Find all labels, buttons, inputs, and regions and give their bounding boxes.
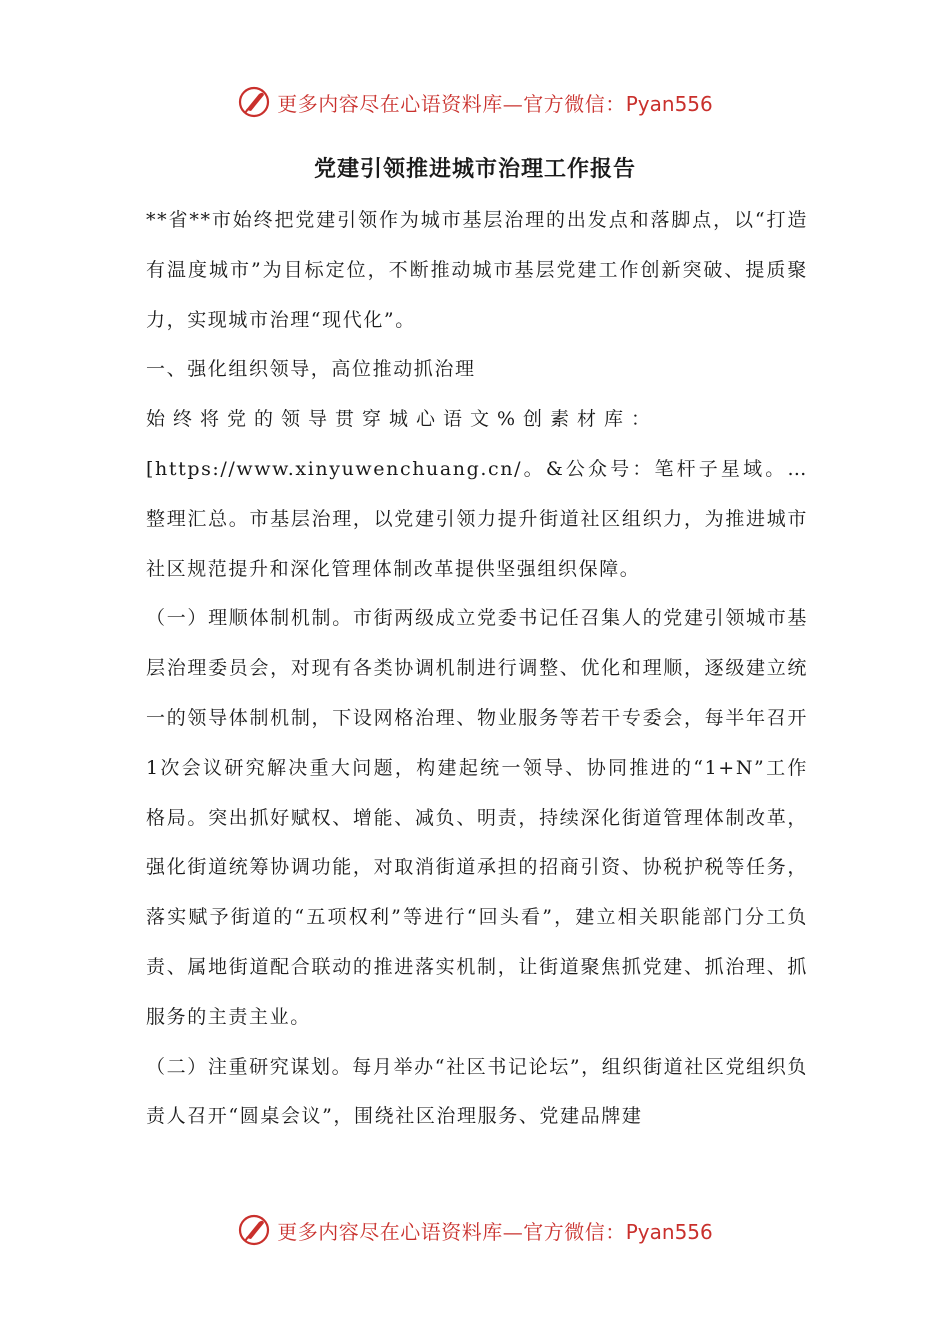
document-title: 党建引领推进城市治理工作报告 (313, 157, 636, 182)
document-body (146, 196, 808, 1142)
paragraph-section-1-body: [https://www.xinyuwenchuang.cn/。&公众号：笔杆子星域。…整理汇总。市基层治理，以党建引领力提升街道社区组织力，为推进城市社区规范提升和深化管理体制改革提供坚强组织保障。 (146, 457, 808, 580)
watermark-text: 更多内容尽在心语资料库—官方微信：Pyan556 (277, 1219, 713, 1244)
watermark-text: 更多内容尽在心语资料库—官方微信：Pyan556 (277, 91, 713, 116)
quill-pen-icon (237, 1213, 271, 1247)
footer-watermark-banner (0, 1210, 950, 1250)
quill-pen-icon (237, 85, 271, 119)
section-heading-1: 一、强化组织领导，高位推动抓治理 (146, 358, 476, 381)
paragraph-subsection-2: （二）注重研究谋划。每月举办“社区书记论坛”，组织街道社区党组织负责人召开“圆桌会议”，围绕社区治理服务、党建品牌建 (146, 1055, 808, 1128)
paragraph-section-1-line: 始终将党的领导贯穿城心语文%创素材库： (146, 408, 659, 431)
header-watermark-banner (0, 82, 950, 122)
paragraph-intro: **省**市始终把党建引领作为城市基层治理的出发点和落脚点，以“打造有温度城市”为目标定位，不断推动城市基层党建工作创新突破、提质聚力，实现城市治理“现代化”。 (146, 209, 808, 331)
paragraph-subsection-1: （一）理顺体制机制。市街两级成立党委书记任召集人的党建引领城市基层治理委员会，对现有各类协调机制进行调整、优化和理顺，逐级建立统一的领导体制机制，下设网格治理、物业服务等若干专委会，每半年召开1次会议研究解决重大问题，构建起统一领导、协同推进的“1+N”工作格局。突出抓好赋权、增能、减负、明责，持续深化街道管理体制改革，强化街道统筹协调功能，对取消街道承担的招商引资、协税护税等任务，落实赋予街道的“五项权利”等进行“回头看”，建立相关职能部门分工负责、属地街道配合联动的推进落实机制，让街道聚焦抓党建、抓治理、抓服务的主责主业。 (146, 607, 808, 1028)
